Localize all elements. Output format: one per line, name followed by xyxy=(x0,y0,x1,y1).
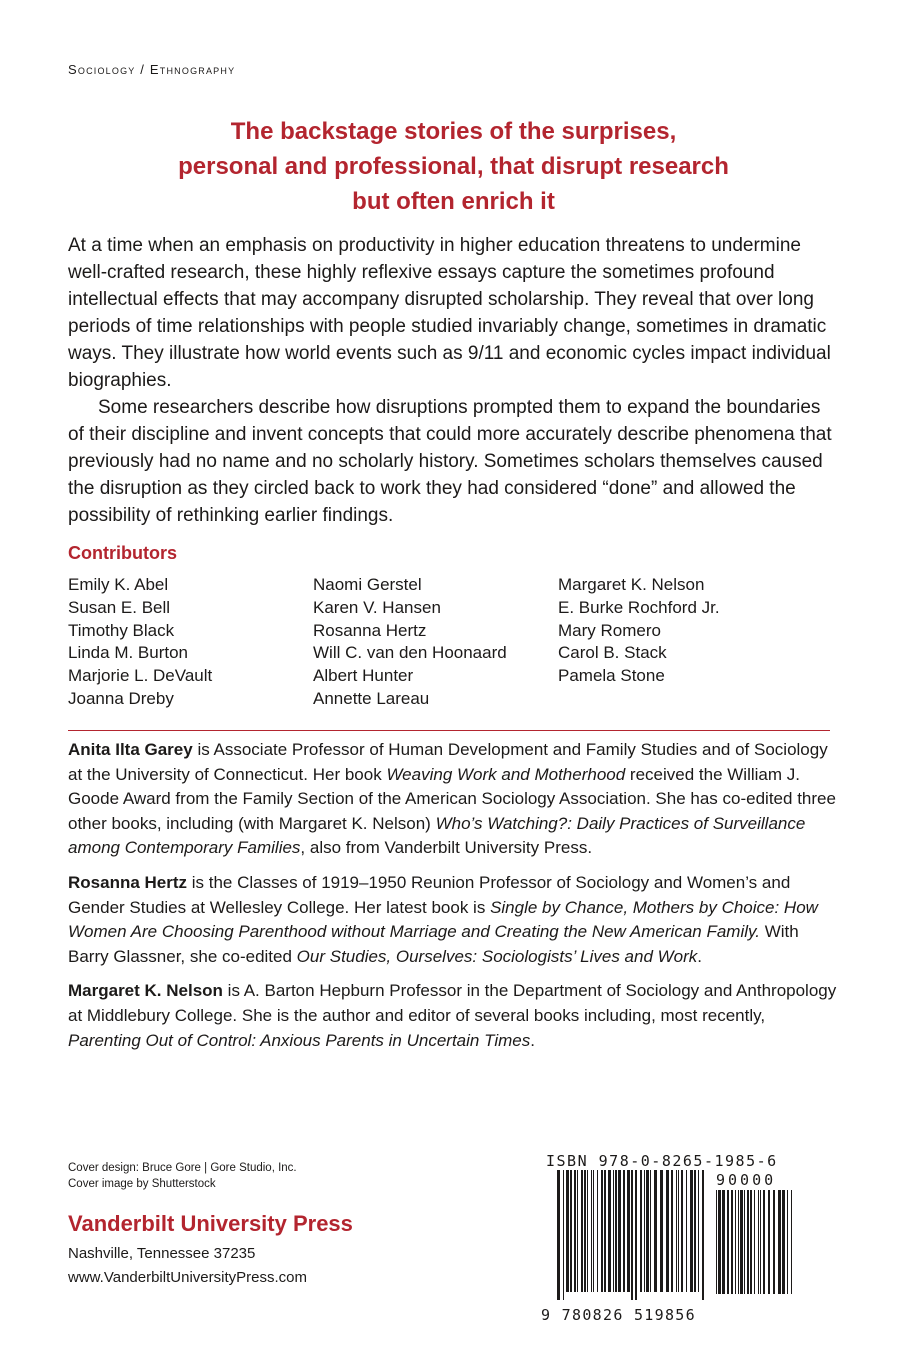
barcode-bar xyxy=(666,1170,669,1292)
barcode-bar xyxy=(740,1190,743,1294)
contributors-heading: Contributors xyxy=(68,543,177,563)
barcode-bar xyxy=(671,1170,673,1292)
barcode-bar xyxy=(731,1190,733,1294)
barcode-bar xyxy=(698,1170,699,1292)
cover-design-credit: Cover design: Bruce Gore | Gore Studio, Inc. xyxy=(68,1162,297,1174)
bio-text: is the Classes of 1919–1950 Reunion Professor of Sociology and Women’s and Gender Studies at Wellesley College. Her latest book is xyxy=(68,872,791,917)
barcode-bar xyxy=(773,1190,775,1294)
category-label: Sociology / Ethnography xyxy=(68,62,236,77)
barcode-bar xyxy=(563,1170,564,1300)
contributors-column-3 xyxy=(558,574,720,688)
barcode-bar xyxy=(646,1170,649,1292)
barcode-bar xyxy=(635,1170,637,1300)
barcode-bar xyxy=(587,1170,588,1292)
publisher-address xyxy=(68,1242,307,1290)
addon-barcode xyxy=(716,1190,796,1302)
barcode-bar xyxy=(716,1190,717,1294)
book-title: Parenting Out of Control: Anxious Parents in Uncertain Times xyxy=(68,1030,531,1050)
barcode-bar xyxy=(613,1170,614,1292)
contributors-column-2 xyxy=(313,574,507,711)
barcode-bar xyxy=(623,1170,625,1292)
contributor-name: Margaret K. Nelson xyxy=(558,575,705,594)
contributor-name: Pamela Stone xyxy=(558,666,665,686)
barcode-bar xyxy=(557,1170,560,1300)
editor-name: Margaret K. Nelson xyxy=(68,981,223,1001)
barcode-bar xyxy=(681,1170,683,1292)
barcode-bar xyxy=(778,1190,781,1294)
barcode-bar xyxy=(577,1170,578,1292)
barcode-bar xyxy=(640,1170,642,1292)
barcode-bar xyxy=(722,1190,725,1294)
book-title: Single by Chance, Mothers by Choice: How Women Are Choosing Parenthood without Marriage and Creating the New American Family. xyxy=(68,897,818,942)
editor-bio xyxy=(68,871,838,969)
contributor-name: Emily K. Abel xyxy=(68,575,169,594)
barcode-bar xyxy=(597,1170,598,1292)
barcode-bar xyxy=(735,1190,736,1294)
editor-bios xyxy=(68,738,838,1063)
barcode-bar xyxy=(744,1190,745,1294)
editor-bio xyxy=(68,738,838,861)
editor-name: Anita Ilta Garey xyxy=(68,740,193,759)
barcode-bar xyxy=(787,1190,788,1294)
contributor-name: Albert Hunter xyxy=(313,666,414,686)
barcode-bar xyxy=(593,1170,594,1292)
ean-digits: 9 780826 519856 xyxy=(541,1306,696,1324)
barcode-bar xyxy=(718,1190,721,1294)
contributor-name: Carol B. Stack xyxy=(558,643,667,663)
barcode-bar xyxy=(570,1170,572,1292)
editor-bio xyxy=(68,979,838,1053)
contributor-name: Susan E. Bell xyxy=(68,597,171,617)
bio-text: received the William J. Goode Award from the Family Section of the American Sociology Association. She has co-edited three other books, including (with Margaret K. Nelson) xyxy=(68,764,836,833)
barcode-bar xyxy=(768,1190,770,1294)
barcode-bar xyxy=(650,1170,651,1292)
contributor-name: Annette Lareau xyxy=(313,688,430,708)
barcode-bar xyxy=(627,1170,630,1292)
barcode-bar xyxy=(678,1170,679,1292)
barcode-bar xyxy=(608,1170,611,1292)
barcode-bar xyxy=(754,1190,755,1294)
bio-text: . xyxy=(530,1030,535,1050)
contributors-column-1 xyxy=(68,574,212,711)
cover-credits xyxy=(68,1160,297,1192)
contributor-name: E. Burke Rochford Jr. xyxy=(558,597,720,617)
barcode-bar xyxy=(690,1170,693,1292)
description-paragraph: At a time when an emphasis on productivity in higher education threatens to undermine well-crafted research, these highly reflexive essays capture the sometimes profound intellectual effects that may accompany disrupted scholarship. They reveal that over long periods of time relationships with people studied invariably change, sometimes in dramatic ways. They illustrate how world events such as 9/11 and economic cycles impact individual biographies. xyxy=(68,235,831,391)
barcode-bar xyxy=(604,1170,606,1292)
barcode-bar xyxy=(750,1190,752,1294)
contributor-name: Rosanna Hertz xyxy=(313,620,427,640)
publisher-url: www.VanderbiltUniversityPress.com xyxy=(68,1269,307,1286)
barcode-bar xyxy=(738,1190,739,1294)
barcode-bar xyxy=(601,1170,603,1292)
contributor-name: Mary Romero xyxy=(558,620,661,640)
contributor-name: Marjorie L. DeVault xyxy=(68,666,213,686)
barcode-bar xyxy=(702,1170,704,1300)
bio-text: is Associate Professor of Human Development and Family Studies and of Sociology at the University of Connecticut. Her book xyxy=(68,740,828,784)
barcode-bar xyxy=(727,1190,729,1294)
barcode-bar xyxy=(758,1190,759,1294)
description-paragraph: Some researchers describe how disruptions prompted them to expand the boundaries of their discipline and invent concepts that could more accurately describe phenomena that previously had no name and no scholarly history. Sometimes scholars themselves caused the disruption as they circled back to work they had considered “done” and allowed the possibility of rethinking earlier findings. xyxy=(68,397,832,526)
headline-line: The backstage stories of the surprises, xyxy=(230,118,677,145)
barcode-bar xyxy=(654,1170,657,1292)
section-divider xyxy=(68,730,830,731)
barcode-bar xyxy=(618,1170,621,1292)
bio-text: . xyxy=(697,946,703,966)
barcode-bar xyxy=(694,1170,696,1292)
bio-text: is A. Barton Hepburn Professor in the Department of Sociology and Anthropology at Middlebury College. She is the author and editor of several books including, most recently, xyxy=(68,981,837,1025)
barcode-bar xyxy=(676,1170,677,1292)
publisher-name: Vanderbilt University Press xyxy=(68,1211,353,1236)
editor-name: Rosanna Hertz xyxy=(68,872,188,892)
publisher-city: Nashville, Tennessee 37235 xyxy=(68,1245,256,1262)
bio-text: With Barry Glassner, she co-edited xyxy=(68,922,799,966)
book-title: Who’s Watching?: Daily Practices of Surveillance among Contemporary Families xyxy=(68,813,806,858)
barcode-bar xyxy=(581,1170,583,1292)
barcode-bar xyxy=(660,1170,663,1292)
contributor-name: Will C. van den Hoonaard xyxy=(313,643,507,663)
barcode-bar xyxy=(686,1170,687,1292)
barcode-bar xyxy=(763,1190,765,1294)
barcode-bar xyxy=(644,1170,645,1292)
contributor-name: Linda M. Burton xyxy=(68,643,189,663)
barcode-bar xyxy=(760,1190,761,1294)
barcode-bar xyxy=(631,1170,633,1300)
headline xyxy=(100,114,807,219)
barcode-bar xyxy=(782,1190,785,1294)
barcode-bar xyxy=(791,1190,792,1294)
book-title: Weaving Work and Motherhood xyxy=(386,764,626,784)
contributor-name: Karen V. Hansen xyxy=(313,597,441,617)
bio-text: , also from Vanderbilt University Press. xyxy=(300,838,593,858)
barcode-bar xyxy=(747,1190,749,1294)
description xyxy=(68,232,838,529)
addon-digits: 90000 xyxy=(716,1171,777,1189)
isbn-barcode xyxy=(557,1170,709,1300)
contributor-name: Naomi Gerstel xyxy=(313,575,422,594)
barcode-bar xyxy=(584,1170,586,1292)
contributor-name: Joanna Dreby xyxy=(68,688,174,708)
barcode-bar xyxy=(615,1170,617,1292)
barcode-bar xyxy=(591,1170,592,1292)
headline-line: personal and professional, that disrupt research xyxy=(178,153,729,180)
barcode-bar xyxy=(566,1170,569,1292)
book-title: Our Studies, Ourselves: Sociologists’ Lives and Work xyxy=(296,946,698,966)
isbn-label: ISBN 978-0-8265-1985-6 xyxy=(546,1152,778,1170)
barcode-bar xyxy=(574,1170,576,1292)
headline-line: but often enrich it xyxy=(352,188,555,215)
contributor-name: Timothy Black xyxy=(68,620,175,640)
cover-image-credit: Cover image by Shutterstock xyxy=(68,1178,216,1190)
